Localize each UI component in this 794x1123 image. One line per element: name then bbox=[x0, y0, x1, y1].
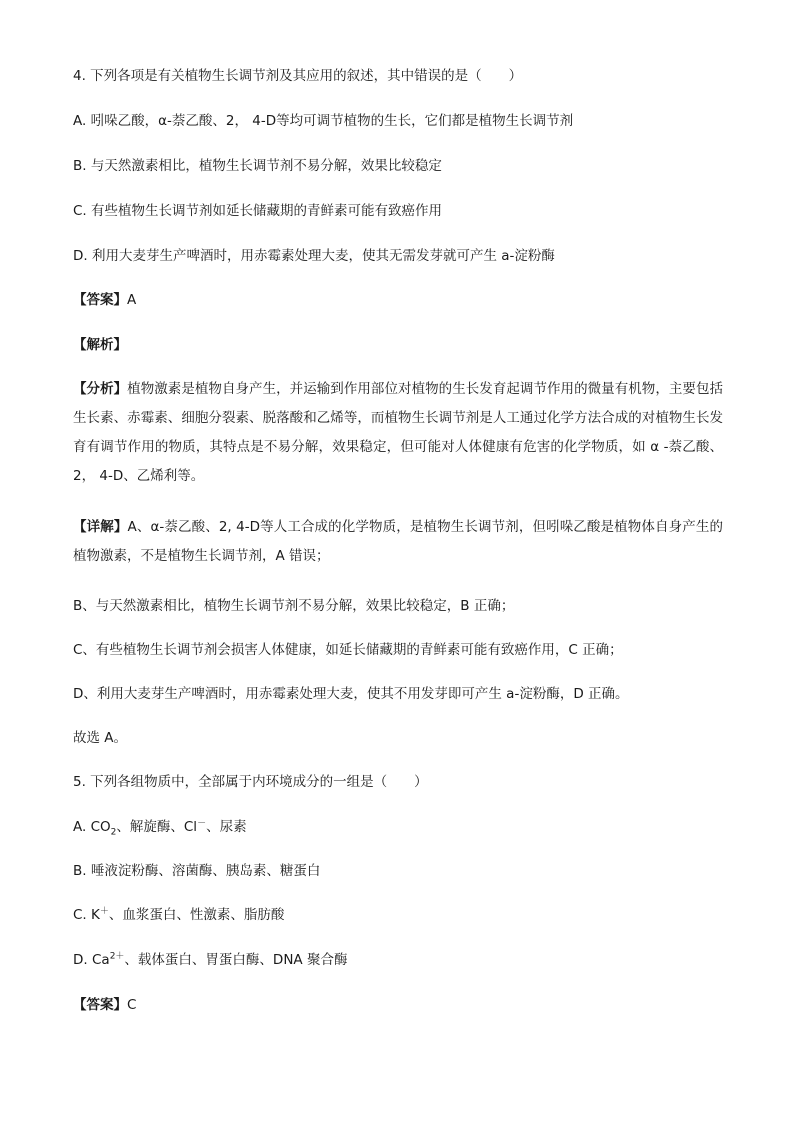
answer-label: 【答案】 bbox=[73, 292, 127, 308]
q4-analysis bbox=[73, 375, 723, 491]
q4-option-d: D. 利用大麦芽生产啤酒时，用赤霉素处理大麦，使其无需发芽就可产生 a-淀粉酶 bbox=[73, 248, 555, 264]
q4-option-a: A. 吲哚乙酸，α-萘乙酸、2， 4-D等均可调节植物的生长，它们都是植物生长调节剂 bbox=[73, 113, 574, 129]
q5-option-a: A. $CO_2$、解旋酶、Cl－、尿素 bbox=[73, 818, 247, 838]
answer-label: 【答案】 bbox=[73, 997, 127, 1013]
q5-stem: 5. 下列各组物质中，全部属于内环境成分的一组是（ ） bbox=[73, 774, 428, 790]
q5-answer bbox=[73, 995, 136, 1015]
analysis-text: 植物激素是植物自身产生，并运输到作用部位对植物的生长发育起调节作用的微量有机物，主要包括生长素、赤霉素、细胞分裂素、脱落酸和乙烯等，而植物生长调节剂是人工通过化学方法合成的对植物生长发育有调节作用的物质，其特点是不易分解，效果稳定，但可能对人体健康有危害的化学物质，如 α -萘乙酸、2， 4-D、乙烯利等。 bbox=[73, 381, 724, 484]
analysis-label: 【分析】 bbox=[73, 381, 128, 397]
q4-option-c: C. 有些植物生长调节剂如延长储藏期的青鲜素可能有致癌作用 bbox=[73, 203, 443, 219]
q5-option-d: D. $Ca^{2+}$、载体蛋白、胃蛋白酶、DNA 聚合酶 bbox=[73, 951, 348, 968]
q4-detail-d: D、利用大麦芽生产啤酒时，用赤霉素处理大麦，使其不用发芽即可产生 a-淀粉酶，D 正确。 bbox=[73, 686, 629, 702]
q4-detail-c: C、有些植物生长调节剂会损害人体健康，如延长储藏期的青鲜素可能有致癌作用，C 正确； bbox=[73, 642, 623, 658]
answer-value: C bbox=[127, 997, 137, 1013]
detail-label: 【详解】 bbox=[73, 519, 128, 535]
q4-detail bbox=[73, 513, 723, 571]
answer-value: A bbox=[127, 292, 137, 308]
q5-option-c: C. K＋、血浆蛋白、性激素、脂肪酸 bbox=[73, 906, 285, 923]
q5-option-b: B. 唾液淀粉酶、溶菌酶、胰岛素、糖蛋白 bbox=[73, 863, 321, 879]
detail-text: A、α-萘乙酸、2, 4-D等人工合成的化学物质，是植物生长调节剂，但吲哚乙酸是植物体自身产生的植物激素，不是植物生长调节剂，A 错误； bbox=[73, 519, 723, 564]
q4-answer bbox=[73, 290, 136, 310]
q4-detail-b: B、与天然激素相比，植物生长调节剂不易分解，效果比较稳定，B 正确； bbox=[73, 598, 515, 614]
q4-jiexi-label: 【解析】 bbox=[73, 337, 127, 353]
q4-conclusion: 故选 A。 bbox=[73, 730, 128, 746]
q4-stem: 4. 下列各项是有关植物生长调节剂及其应用的叙述，其中错误的是（ ） bbox=[73, 68, 523, 84]
q4-option-b: B. 与天然激素相比，植物生长调节剂不易分解，效果比较稳定 bbox=[73, 158, 442, 174]
